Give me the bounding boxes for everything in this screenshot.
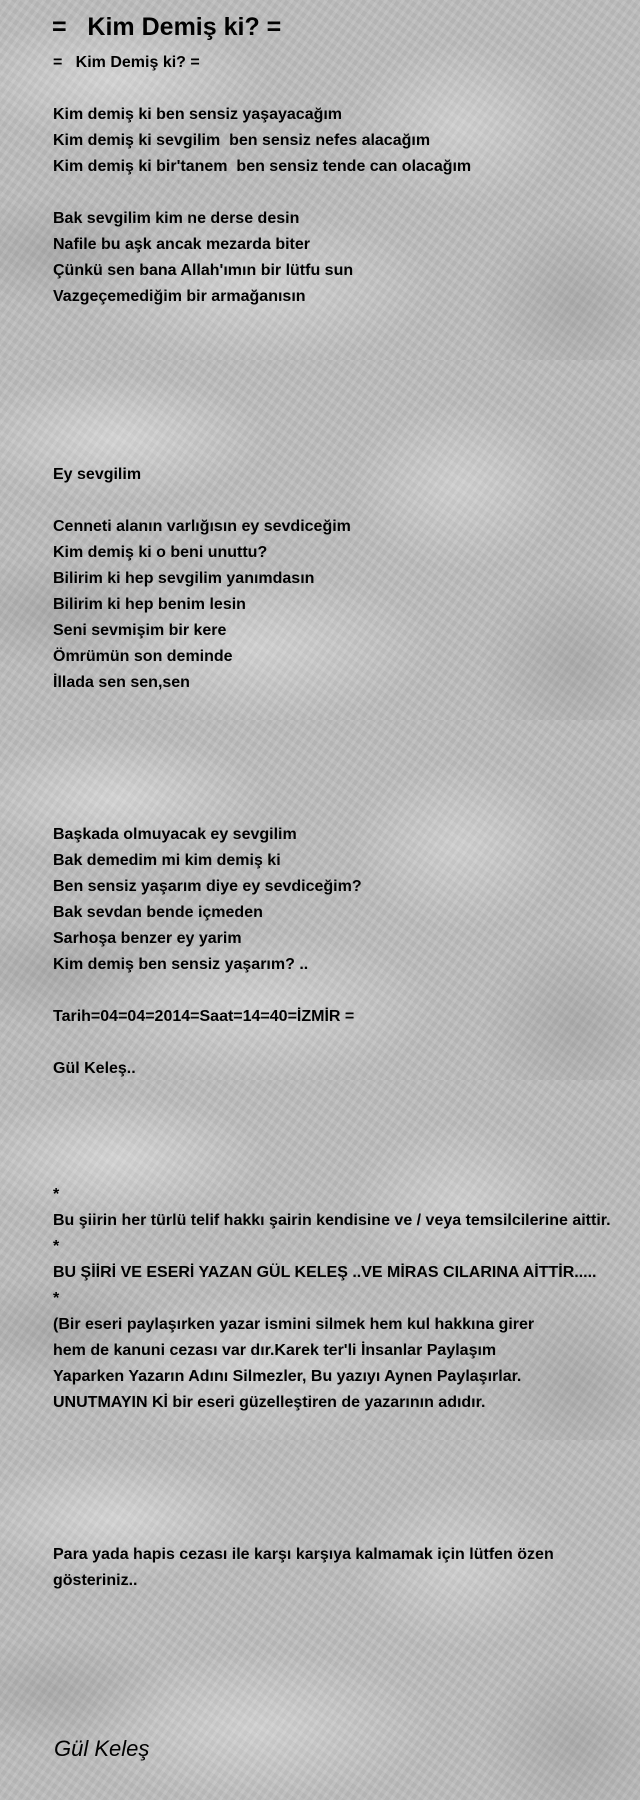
- copyright-panel: [0, 1080, 640, 1440]
- poem-line: Kim demiş ki sevgilim ben sensiz nefes alacağım: [53, 132, 431, 149]
- poem-line: Ömrümün son deminde: [53, 648, 233, 665]
- poem-line: [53, 488, 613, 514]
- notice-line: [53, 1516, 613, 1542]
- poem-line: Ey sevgilim: [53, 466, 142, 483]
- poem-stanza-1: [53, 50, 613, 310]
- poem-line: İllada sen sen,sen: [53, 674, 190, 691]
- poem-line: Bak sevgilim kim ne derse desin: [53, 210, 300, 227]
- poem-stanza-3: [53, 770, 613, 1080]
- warning-panel: [0, 1440, 640, 1800]
- poem-line: Seni sevmişim bir kere: [53, 622, 227, 639]
- notice-line: hem de kanuni cezası var dır.Karek ter'li İnsanlar Paylaşım: [53, 1342, 497, 1359]
- poem-line: Kim demiş ki ben sensiz yaşayacağım: [53, 106, 343, 123]
- poem-panel-2: [0, 360, 640, 720]
- notice-line: Bu şiirin her türlü telif hakkı şairin kendisine ve / veya temsilcilerine aittir.: [53, 1212, 611, 1229]
- poem-line: Kim demiş ben sensiz yaşarım? ..: [53, 956, 309, 973]
- poem-line: [53, 436, 613, 462]
- poem-line: [53, 978, 613, 1004]
- poem-line: Nafile bu aşk ancak mezarda biter: [53, 236, 310, 253]
- notice-line: *: [53, 1238, 60, 1255]
- author-signature: Gül Keleş: [54, 1736, 150, 1761]
- poem-line: [53, 796, 613, 822]
- poem-line: Cenneti alanın varlığısın ey sevdiceğim: [53, 518, 351, 535]
- poem-line: [53, 770, 613, 796]
- poem-line: Çünkü sen bana Allah'ımın bir lütfu sun: [53, 262, 354, 279]
- poem-line: Bilirim ki hep benim lesin: [53, 596, 246, 613]
- notice-line: Para yada hapis cezası ile karşı karşıya kalmamak için lütfen özen gösteriniz..: [53, 1546, 559, 1589]
- notice-line: Yaparken Yazarın Adını Silmezler, Bu yazıyı Aynen Paylaşırlar.: [53, 1368, 522, 1385]
- poem-title: = Kim Demiş ki? =: [52, 13, 282, 41]
- poem-line: Kim demiş ki o beni unuttu?: [53, 544, 268, 561]
- poem-line: Bak sevdan bende içmeden: [53, 904, 263, 921]
- poem-line: Kim demiş ki bir'tanem ben sensiz tende can olacağım: [53, 158, 472, 175]
- poem-line: [53, 180, 613, 206]
- poem-author-line: Gül Keleş..: [53, 1060, 136, 1077]
- notice-line: *: [53, 1186, 60, 1203]
- poem-line: [53, 1030, 613, 1056]
- notice-line: *: [53, 1290, 60, 1307]
- poem-line: Sarhoşa benzer ey yarim: [53, 930, 242, 947]
- poem-line: Ben sensiz yaşarım diye ey sevdiceğim?: [53, 878, 362, 895]
- poem-line: Bilirim ki hep sevgilim yanımdasın: [53, 570, 315, 587]
- copyright-notice: [53, 1130, 613, 1416]
- poem-line: = Kim Demiş ki? =: [53, 54, 200, 71]
- notice-line: UNUTMAYIN Kİ bir eseri güzelleştiren de yazarının adıdır.: [53, 1394, 486, 1411]
- poem-stanza-2: [53, 410, 613, 696]
- notice-line: [53, 1490, 613, 1516]
- poem-line: [53, 410, 613, 436]
- poem-line: Başkada olmuyacak ey sevgilim: [53, 826, 297, 843]
- notice-line: [53, 1156, 613, 1182]
- poem-date-line: Tarih=04=04=2014=Saat=14=40=İZMİR =: [53, 1008, 355, 1025]
- poem-line: [53, 76, 613, 102]
- notice-line: [53, 1130, 613, 1156]
- notice-line: BU ŞİİRİ VE ESERİ YAZAN GÜL KELEŞ ..VE MİRAS CILARINA AİTTİR.....: [53, 1264, 597, 1281]
- warning-notice: [53, 1490, 613, 1594]
- poem-panel-1: [0, 0, 640, 360]
- poem-line: Bak demedim mi kim demiş ki: [53, 852, 281, 869]
- poem-panel-3: [0, 720, 640, 1080]
- poem-line: Vazgeçemediğim bir armağanısın: [53, 288, 306, 305]
- notice-line: (Bir eseri paylaşırken yazar ismini silmek hem kul hakkına girer: [53, 1316, 535, 1333]
